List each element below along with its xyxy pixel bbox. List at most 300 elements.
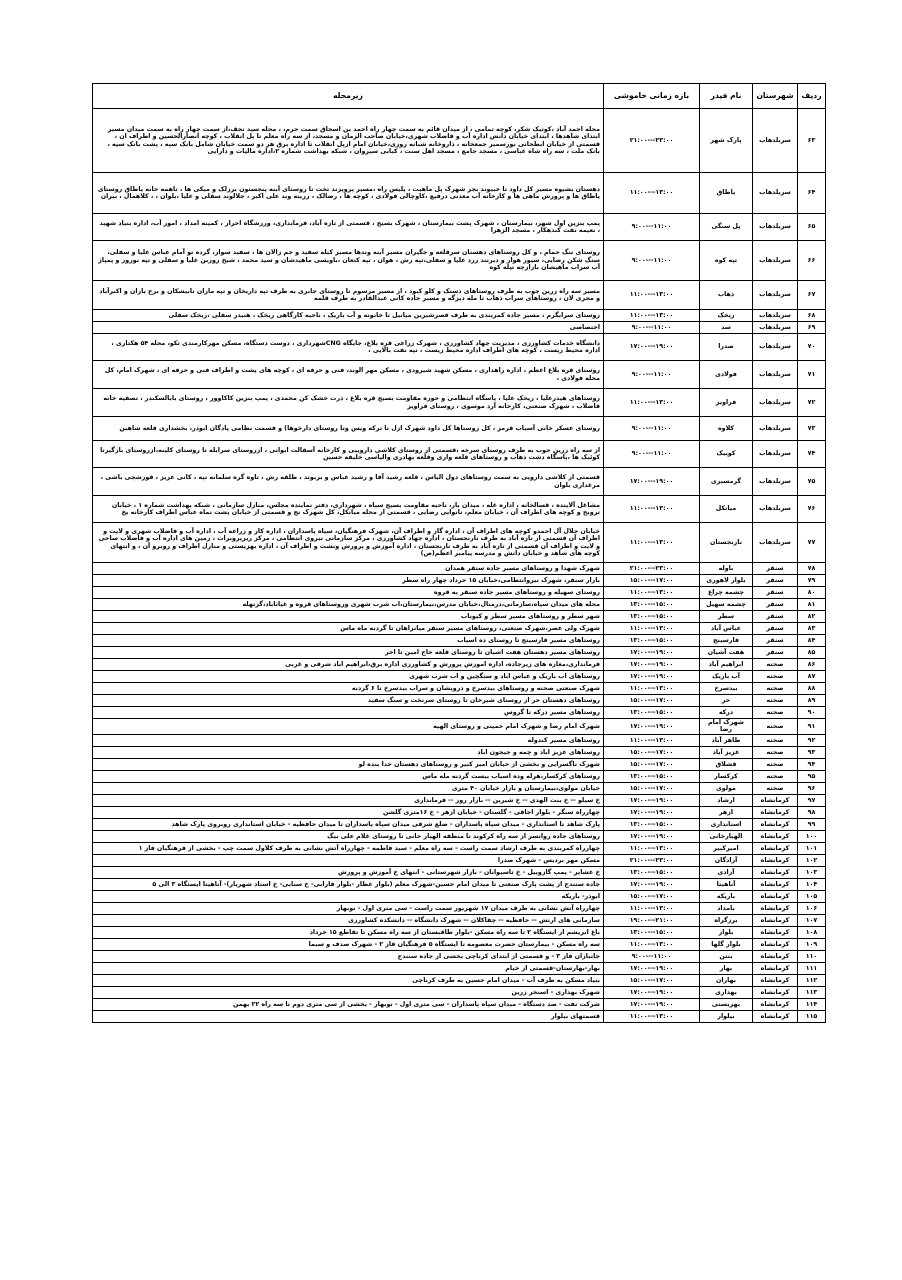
table-row xyxy=(93,842,826,854)
cell-city: صحنه xyxy=(753,770,798,782)
table-row xyxy=(93,926,826,938)
cell-feeder: سطر xyxy=(700,611,753,623)
cell-city: کرمانشاه xyxy=(753,950,798,962)
cell-time: ۹:۰۰---۱۱:۰۰ xyxy=(604,361,700,389)
cell-city: کرمانشاه xyxy=(753,818,798,830)
cell-city: سربلدهاب xyxy=(753,173,798,214)
cell-time: ۱۷:۰۰---۱۹:۰۰ xyxy=(604,830,700,842)
cell-feeder: بنتن xyxy=(700,950,753,962)
table-row xyxy=(93,334,826,361)
cell-radif: ۱۰۹ xyxy=(798,938,826,950)
cell-radif: ۸۵ xyxy=(798,647,826,659)
cell-city: صحنه xyxy=(753,734,798,746)
cell-feeder: پارک شهر xyxy=(700,109,753,173)
cell-time: ۱۱:۰۰---۱۳:۰۰ xyxy=(604,310,700,322)
cell-city: کرمانشاه xyxy=(753,806,798,818)
cell-time: ۱۷:۰۰---۱۹:۰۰ xyxy=(604,998,700,1010)
table-row xyxy=(93,806,826,818)
cell-time: ۱۵:۰۰---۱۷:۰۰ xyxy=(604,575,700,587)
cell-city: سربلدهاب xyxy=(753,281,798,310)
cell-city: صحنه xyxy=(753,671,798,683)
cell-radif: ۱۰۱ xyxy=(798,842,826,854)
cell-area: روستاهای دهستان حر از روستای شیرخان تا روستای سرنخت و سنگ سفید xyxy=(93,695,604,707)
cell-radif: ۱۰۶ xyxy=(798,902,826,914)
cell-area: قسمتی از کلاشی دارویی به سمت روستاهای دول الیاس ، قلعه رشید آقا و رشید عباس و بربوند ، طلقه رش ، تاوه گره سلمانه تپه ، کانی عزیز ، قورشچی باشی ، مرغداری بلوان xyxy=(93,468,604,496)
table-row xyxy=(93,441,826,468)
cell-time: ۱۳:۰۰---۱۵:۰۰ xyxy=(604,707,700,719)
table-row xyxy=(93,322,826,334)
cell-area: باغ ابریشم از ایستگاه ۲ تا سه راه مسکن -بلوار طاقبستان از سه راه مسکن تا تقاطع ۱۵ خرداد xyxy=(93,926,604,938)
cell-area: روستاهای هیدرعلیا ، ریخک علیا ، پاسگاه انتظامی و حوزه مقاومت بسیج قره بلاغ ، ذرت خشک کن محمدی ، پمپ بنزین کاکاوور ، روستای بابالسکندر ، تصفیه خانه فاضلاب ، شهرک صنعتی، کارخانه آرد موسوی ، روستای فراویز xyxy=(93,389,604,417)
cell-area: شرکت نفت - صد دستگاه - میدان سپاه پاسداران - سی متری اول - نوبهار - بخشی از سی متری دوم تا سه راه ۲۲ بهمن xyxy=(93,998,604,1010)
cell-time: ۱۷:۰۰---۱۹:۰۰ xyxy=(604,647,700,659)
cell-area: سازمانی های ارتش -- حافظیه -- چقاکلان -- شهرک دانشگاه -- دانشکده کشاورزی xyxy=(93,914,604,926)
table-row xyxy=(93,1010,826,1022)
table-row xyxy=(93,214,826,241)
cell-city: صحنه xyxy=(753,707,798,719)
cell-radif: ۸۲ xyxy=(798,611,826,623)
cell-feeder: کوییک xyxy=(700,441,753,468)
cell-feeder: چشمه چراغ xyxy=(700,587,753,599)
cell-feeder: یاطاق xyxy=(700,173,753,214)
cell-radif: ۶۹ xyxy=(798,322,826,334)
cell-area: چهارراه آتش نشانی به طرف میدان ۱۷ شهریور سمت راست - سی متری اول - نوبهار xyxy=(93,902,604,914)
cell-radif: ۱۱۴ xyxy=(798,998,826,1010)
cell-radif: ۹۷ xyxy=(798,794,826,806)
cell-city: سربلدهاب xyxy=(753,310,798,322)
cell-feeder: فولادی xyxy=(700,361,753,389)
cell-radif: ۱۱۱ xyxy=(798,962,826,974)
cell-feeder: شهرک امام رضا xyxy=(700,719,753,735)
cell-time: ۲۱:۰۰---۲۳:۰۰ xyxy=(604,854,700,866)
cell-area: خیابان جلال آل احمدو کوچه های اطراف آن ، اداره گاز و اطراف آن، شهرک فرهنگیان، سپاه پاسداران ، اداره کار و زراعه آب ، اداره آب و فاضلاب شهری و لایت و اطراف آن قسمتی از تازه آباد به طرف نارنجستان ، اداره جهاد کشاورزی ، مرکز سازمانی نیروی انتظامی ، مرکز ریرپروبرات ، زمین های اداره آب و فاضلاب ساحی و لایت و اطراف آن قسمتی از تازه آباد به طرف نارنجستان ، اداره آموزش و پرورش ونشت و اطراف آن ، اداره بهزیستی و منازل اطراف و روبرو آن ، و انتهای کوچه های شاهد و خیابان دانش و مدرسه پیامبر اعظم(ص) xyxy=(93,523,604,563)
cell-time: ۱۷:۰۰---۱۹:۰۰ xyxy=(604,671,700,683)
cell-radif: ۹۶ xyxy=(798,782,826,794)
cell-radif: ۷۹ xyxy=(798,575,826,587)
cell-city: کرمانشاه xyxy=(753,902,798,914)
table-row xyxy=(93,818,826,830)
cell-area: روستاهای مسیر فارسینج تا روستای ده اسیاب xyxy=(93,635,604,647)
cell-feeder: کرکسار xyxy=(700,770,753,782)
cell-radif: ۶۴ xyxy=(798,173,826,214)
cell-radif: ۹۸ xyxy=(798,806,826,818)
cell-area: خ سیلو -- خ بنت الهدی -- خ شیرین -- بازار روز -- فرمانداری xyxy=(93,794,604,806)
cell-city: سنقر xyxy=(753,599,798,611)
table-row xyxy=(93,173,826,214)
cell-time: ۱۵:۰۰---۱۷:۰۰ xyxy=(604,758,700,770)
cell-feeder: ازهر xyxy=(700,806,753,818)
table-row xyxy=(93,770,826,782)
cell-radif: ۶۷ xyxy=(798,281,826,310)
table-row xyxy=(93,914,826,926)
cell-area: خیابان مولوی،بیمارستان و بازار خیابان ۴۰ متری xyxy=(93,782,604,794)
cell-feeder: پل سنگی xyxy=(700,214,753,241)
header-feeder: نام فیدر xyxy=(700,84,753,109)
cell-area: روستاهای مسیر دهستان هفت اشیان تا روستای قلعه حاج امین تا اخر xyxy=(93,647,604,659)
cell-radif: ۶۳ xyxy=(798,109,826,173)
table-row xyxy=(93,563,826,575)
cell-area: روستای قره بلاغ اعظم ، اداره راهداری ، مسکن شهید شیرودی ، مسکن مهر الوند، فنی و حرفه ای ، کوچه های پشت و اطراف فنی و حرفه ای ، شهرک امام، کل محله فولادی ، xyxy=(93,361,604,389)
table-row xyxy=(93,623,826,635)
cell-time: ۱۷:۰۰---۱۹:۰۰ xyxy=(604,806,700,818)
cell-radif: ۱۰۲ xyxy=(798,854,826,866)
cell-time: ۱۷:۰۰---۱۹:۰۰ xyxy=(604,878,700,890)
cell-radif: ۱۱۰ xyxy=(798,950,826,962)
cell-feeder: آزادی xyxy=(700,866,753,878)
table-header-row xyxy=(93,84,826,109)
cell-city: سربلدهاب xyxy=(753,334,798,361)
cell-city: سنقر xyxy=(753,611,798,623)
table-row xyxy=(93,647,826,659)
cell-time: ۱۵:۰۰---۱۷:۰۰ xyxy=(604,695,700,707)
cell-area: محله احمد آباد ،کوثیک شکر، کوچه تمامی ، از میدان قائم به سمت چهار راه احمد بن اسحاق سمت حرم، ، محله سید نجف،از سمت چهار راه به سمت میدان مسیر ابتدای شاهدها ، ابتدای خیابان دانش اداره آب و فاضلاب شهری،خیابان صاحب الزمان و مسجد، از سه راه معلم تا پل انقلاب ، کوچه انصارالحسین و اطراف ان ، قسمتی از خیابان ابطحانی بورسمیر جمعخانه ، داروخانه شبانه روزی،خیابان امام ازپل انقلاب تا اداره برق هر دو سمت خیابان شامل بانک سپه ، پشت بانک سپه ، بانک ملت ، سه راه شاه عباسی ، مسجد جامع ، مسجد اهل سنت ، کبابی سیروان ، شبکه بهداشت شماره ۲،اداره مالیات و دارایی xyxy=(93,109,604,173)
cell-area: شهرک شهدا و روستاهای مسیر جاده سنقر همدان xyxy=(93,563,604,575)
cell-city: سربلدهاب xyxy=(753,389,798,417)
cell-area: خ عشایر - پمپ گازوییل - خ تاسیوانان - بازار شهرستانی - انتهای خ آموزش و پرورش xyxy=(93,866,604,878)
cell-feeder: بهداری xyxy=(700,986,753,998)
cell-area: روستای عسکر خانی آسیاب قرمز ، کل روستاها کل داود شهرک ازل تا ترکه ویس وتا روستای دارخوها) و قسمت نظامی پادگان ابوذر، بخشداری قلعه شاهین xyxy=(93,417,604,441)
cell-feeder: بهار xyxy=(700,962,753,974)
cell-feeder: میانکل xyxy=(700,496,753,523)
cell-city: کرمانشاه xyxy=(753,926,798,938)
cell-time: ۹:۰۰---۱۱:۰۰ xyxy=(604,950,700,962)
cell-area: روستاهای مسیر کندوله xyxy=(93,734,604,746)
cell-area: روستای سرابگرم ، مسیر جاده کمربندی به طرف قصرشیرین میانیل تا خانونه و آب باریک ، ناحیه کارگاهی ریخک ، هنیدر سفلی ،ریخک سفلی xyxy=(93,310,604,322)
cell-city: سربلدهاب xyxy=(753,496,798,523)
cell-feeder: بلوار لاهوری xyxy=(700,575,753,587)
cell-area: بهار-بهارستان-قسمتی از خیام xyxy=(93,962,604,974)
cell-city: صحنه xyxy=(753,746,798,758)
cell-radif: ۹۳ xyxy=(798,746,826,758)
cell-feeder: عباس آباد xyxy=(700,623,753,635)
cell-area: روستاهای عزیز اباد و چمه و جیجون اباد xyxy=(93,746,604,758)
cell-area: روستاهای اب باریک و عباس اباد و سنگچین و اب شرب شهری xyxy=(93,671,604,683)
table-row xyxy=(93,310,826,322)
table-row xyxy=(93,361,826,389)
cell-time: ۱۱:۰۰---۱۳:۰۰ xyxy=(604,523,700,563)
table-row xyxy=(93,986,826,998)
cell-time: ۱۷:۰۰---۱۹:۰۰ xyxy=(604,659,700,671)
cell-city: صحنه xyxy=(753,758,798,770)
table-row xyxy=(93,523,826,563)
cell-feeder: بهزیستی xyxy=(700,998,753,1010)
cell-feeder: بلوار xyxy=(700,926,753,938)
outage-table xyxy=(92,83,826,1023)
cell-time: ۱۵:۰۰---۱۷:۰۰ xyxy=(604,974,700,986)
cell-radif: ۸۳ xyxy=(798,623,826,635)
cell-feeder: باوله xyxy=(700,563,753,575)
cell-time: ۱۷:۰۰---۱۹:۰۰ xyxy=(604,334,700,361)
cell-time: ۱۱:۰۰---۱۳:۰۰ xyxy=(604,173,700,214)
cell-city: صحنه xyxy=(753,782,798,794)
table-row xyxy=(93,830,826,842)
cell-radif: ۱۰۷ xyxy=(798,914,826,926)
cell-time: ۹:۰۰---۱۱:۰۰ xyxy=(604,417,700,441)
cell-time: ۱۱:۰۰---۱۳:۰۰ xyxy=(604,842,700,854)
table-row xyxy=(93,734,826,746)
cell-city: صحنه xyxy=(753,719,798,735)
cell-radif: ۸۸ xyxy=(798,683,826,695)
cell-time: ۱۱:۰۰---۱۳:۰۰ xyxy=(604,1010,700,1022)
cell-radif: ۸۹ xyxy=(798,695,826,707)
cell-radif: ۸۷ xyxy=(798,671,826,683)
table-row xyxy=(93,417,826,441)
cell-city: سنقر xyxy=(753,647,798,659)
cell-time: ۱۷:۰۰---۱۹:۰۰ xyxy=(604,719,700,735)
cell-area: شهرک صنعتی صحنه و روستاهای بیدسرخ و درویشان و سراب بیدسرخ تا ۶ گردنه xyxy=(93,683,604,695)
cell-area: مسکن مهر بردیس - شهرک صدرا xyxy=(93,854,604,866)
cell-area: دانشگاه خدمات کشاورزی ، مدیریت جهاد کشاورزی ، شهرک زراعی قره بلاغ، جایگاه CNGشهرداری ، دوست دستگاه، مسکن مهرکارمندی تکو، محله ۵۴ هکتاری ، اداره محیط زیست ، کوچه های اطراف اداره محیط زیست ، تپه نفت بالایی ، xyxy=(93,334,604,361)
cell-radif: ۷۵ xyxy=(798,468,826,496)
cell-feeder: آزادگان xyxy=(700,854,753,866)
table-row xyxy=(93,938,826,950)
cell-time: ۱۱:۰۰---۱۳:۰۰ xyxy=(604,734,700,746)
cell-time: ۹:۰۰---۱۱:۰۰ xyxy=(604,441,700,468)
cell-feeder: کلاوه xyxy=(700,417,753,441)
cell-feeder: برزگراه xyxy=(700,914,753,926)
cell-city: سنقر xyxy=(753,563,798,575)
table-row xyxy=(93,890,826,902)
cell-city: سربلدهاب xyxy=(753,109,798,173)
cell-city: سنقر xyxy=(753,635,798,647)
cell-area: دهستان بشیوه مسیر کل داود تا حبیوند بجز شهرک پل ماهیت ، پلیس راه ،مسیر پرویزند تخت تا روستای آبنه پنجستون برزلک و میکی ها ، تاهمه خانه یاطاق روستای یاطاق ها و پرورش ماهی ها و کارخانه آب معدنی درفیع ،کاوچالی فولادی ، کوچه ها ، رضالک ، زرینه وند علی اکبر ، جلالوند سفلی و علیا ،بلوان ، ، کلاهمال ، بیران xyxy=(93,173,604,214)
cell-time: ۱۳:۰۰---۱۵:۰۰ xyxy=(604,635,700,647)
cell-radif: ۹۴ xyxy=(798,758,826,770)
cell-radif: ۷۲ xyxy=(798,389,826,417)
table-row xyxy=(93,782,826,794)
cell-time: ۱۷:۰۰---۱۹:۰۰ xyxy=(604,794,700,806)
table-row xyxy=(93,758,826,770)
cell-feeder: قشلاق xyxy=(700,758,753,770)
cell-radif: ۶۵ xyxy=(798,214,826,241)
cell-area: شهر سطر و روستاهای مسیر سطر و کیوناب xyxy=(93,611,604,623)
cell-radif: ۹۱ xyxy=(798,719,826,735)
cell-area: سه راه مسکن - بیمارستان حضرت معصومه تا ایستگاه ۵ فرهنگیان فاز ۲ - شهرک صدف و سیما xyxy=(93,938,604,950)
cell-time: ۱۱:۰۰---۱۳:۰۰ xyxy=(604,281,700,310)
cell-city: سنقر xyxy=(753,623,798,635)
table-row xyxy=(93,635,826,647)
cell-radif: ۶۸ xyxy=(798,310,826,322)
cell-feeder: سد xyxy=(700,322,753,334)
cell-feeder: بهاران xyxy=(700,974,753,986)
cell-radif: ۱۰۰ xyxy=(798,830,826,842)
cell-city: کرمانشاه xyxy=(753,1010,798,1022)
cell-radif: ۱۰۴ xyxy=(798,878,826,890)
cell-feeder: امیرکبیر xyxy=(700,842,753,854)
cell-time: ۱۹:۰۰---۲۱:۰۰ xyxy=(604,914,700,926)
cell-radif: ۸۶ xyxy=(798,659,826,671)
cell-feeder: تپه کوه xyxy=(700,241,753,281)
header-city: شهرستان xyxy=(753,84,798,109)
header-radif: ردیف xyxy=(798,84,826,109)
cell-feeder: باریکه xyxy=(700,890,753,902)
table-row xyxy=(93,902,826,914)
cell-radif: ۱۱۲ xyxy=(798,974,826,986)
cell-time: ۱۳:۰۰---۱۵:۰۰ xyxy=(604,611,700,623)
cell-radif: ۱۰۸ xyxy=(798,926,826,938)
cell-city: سنقر xyxy=(753,587,798,599)
cell-city: کرمانشاه xyxy=(753,866,798,878)
cell-city: کرمانشاه xyxy=(753,998,798,1010)
cell-city: سربلدهاب xyxy=(753,361,798,389)
cell-feeder: بلوار گلها xyxy=(700,938,753,950)
cell-feeder: آب باریک xyxy=(700,671,753,683)
cell-area: ابوذر- باریکه xyxy=(93,890,604,902)
cell-area: جانبازان فاز ۳ - و قسمتی از ابتدای کرناچی بخشی از جاده سنندج xyxy=(93,950,604,962)
table-row xyxy=(93,854,826,866)
cell-feeder: هفت آشیان xyxy=(700,647,753,659)
table-row xyxy=(93,599,826,611)
cell-time: ۱۳:۰۰---۱۵:۰۰ xyxy=(604,926,700,938)
cell-time: ۲۱:۰۰---۲۳:۰۰ xyxy=(604,563,700,575)
cell-radif: ۷۷ xyxy=(798,523,826,563)
cell-city: کرمانشاه xyxy=(753,986,798,998)
table-body xyxy=(93,109,826,1023)
cell-time: ۱۱:۰۰---۱۳:۰۰ xyxy=(604,587,700,599)
cell-radif: ۷۱ xyxy=(798,361,826,389)
cell-time: ۱۱:۰۰---۱۳:۰۰ xyxy=(604,938,700,950)
cell-area: روستای سهیله و روستاهای مسیر جاده سنقر به قروه xyxy=(93,587,604,599)
cell-feeder: بامداد xyxy=(700,902,753,914)
cell-feeder: فراویز xyxy=(700,389,753,417)
table-row xyxy=(93,746,826,758)
cell-area: اختصاصی xyxy=(93,322,604,334)
cell-feeder: ابراهیم آباد xyxy=(700,659,753,671)
table-row xyxy=(93,950,826,962)
table-row xyxy=(93,575,826,587)
cell-radif: ۷۸ xyxy=(798,563,826,575)
cell-time: ۱۱:۰۰---۱۳:۰۰ xyxy=(604,389,700,417)
cell-city: صحنه xyxy=(753,695,798,707)
cell-city: کرمانشاه xyxy=(753,974,798,986)
cell-time: ۱۵:۰۰---۱۷:۰۰ xyxy=(604,890,700,902)
table-row xyxy=(93,587,826,599)
cell-time: ۱۱:۰۰---۱۳:۰۰ xyxy=(604,496,700,523)
cell-city: کرمانشاه xyxy=(753,914,798,926)
header-time: بازه زمانی خاموشی xyxy=(604,84,700,109)
table-row xyxy=(93,109,826,173)
cell-radif: ۸۰ xyxy=(798,587,826,599)
cell-city: سربلدهاب xyxy=(753,441,798,468)
cell-feeder: ریخک xyxy=(700,310,753,322)
cell-feeder: ارشاد xyxy=(700,794,753,806)
cell-city: سربلدهاب xyxy=(753,417,798,441)
cell-city: کرمانشاه xyxy=(753,842,798,854)
outage-schedule-sheet xyxy=(92,83,825,1023)
cell-area: بنیاد مسکن به طرف آب - میدان امام حسین به طرف کرناچی xyxy=(93,974,604,986)
cell-feeder: فارسینج xyxy=(700,635,753,647)
table-row xyxy=(93,241,826,281)
cell-feeder: طاهر آباد xyxy=(700,734,753,746)
cell-time: ۱۳:۰۰---۱۵:۰۰ xyxy=(604,866,700,878)
cell-area: قسمتهای بیلوار xyxy=(93,1010,604,1022)
table-row xyxy=(93,671,826,683)
cell-area: روستاهای کرکسار،هرله وده اسیاب بیست گردنه مله ماس xyxy=(93,770,604,782)
table-row xyxy=(93,389,826,417)
cell-area: روستای تنگ حمام ، و کل روستاهای دهستان سرقلعه و جگیران مسیر آبنه وندها مسیر کیله سفید و جم زالان ها ، سفید سوار، گرده تو آمام عباس علیا و سفلی، سنگ شکن رضایی، سیور هوار و دیرنند زرد علیا و سفلی،تپه رش ، هوان ، تپه کنعان ،باویسی ماهیدشان و سید محمد ، شیخ روزبن علیا و سفلی و تپه نوروز و پمپاژ آب سراب ماهیشان بازارچه تپله کوه xyxy=(93,241,604,281)
cell-radif: ۷۶ xyxy=(798,496,826,523)
cell-radif: ۷۴ xyxy=(798,441,826,468)
cell-time: ۱۳:۰۰---۱۵:۰۰ xyxy=(604,599,700,611)
cell-feeder: بیلوار xyxy=(700,1010,753,1022)
cell-radif: ۹۰ xyxy=(798,707,826,719)
cell-radif: ۸۱ xyxy=(798,599,826,611)
cell-time: ۱۱:۰۰---۱۳:۰۰ xyxy=(604,683,700,695)
cell-city: کرمانشاه xyxy=(753,962,798,974)
cell-city: کرمانشاه xyxy=(753,794,798,806)
cell-feeder: چشمه سهیل xyxy=(700,599,753,611)
cell-radif: ۹۹ xyxy=(798,818,826,830)
table-row xyxy=(93,974,826,986)
table-row xyxy=(93,496,826,523)
table-row xyxy=(93,659,826,671)
cell-area: روستاهای مسیر درکه تا گروس xyxy=(93,707,604,719)
cell-city: کرمانشاه xyxy=(753,854,798,866)
table-row xyxy=(93,707,826,719)
cell-feeder: حر xyxy=(700,695,753,707)
table-row xyxy=(93,962,826,974)
cell-time: ۱۷:۰۰---۱۹:۰۰ xyxy=(604,468,700,496)
cell-feeder: صدرا xyxy=(700,334,753,361)
cell-time: ۱۵:۰۰---۱۷:۰۰ xyxy=(604,782,700,794)
cell-feeder: گرمسیری xyxy=(700,468,753,496)
cell-feeder: بیدسرخ xyxy=(700,683,753,695)
cell-radif: ۱۱۳ xyxy=(798,986,826,998)
cell-time: ۱۳:۰۰---۱۵:۰۰ xyxy=(604,770,700,782)
cell-area: جاده سنندج از پشت پارک صنعتی تا میدان امام حسین-شهرک معلم (بلوار عطار -بلوار فارابی- خ سنایی- خ استاد شهریار)- آناهیتا ایستگاه ۳ الی ۵ xyxy=(93,878,604,890)
cell-time: ۹:۰۰---۱۱:۰۰ xyxy=(604,241,700,281)
cell-radif: ۱۰۵ xyxy=(798,890,826,902)
table-row xyxy=(93,719,826,735)
table-row xyxy=(93,281,826,310)
cell-radif: ۱۰۳ xyxy=(798,866,826,878)
cell-radif: ۱۱۵ xyxy=(798,1010,826,1022)
cell-feeder: نارنجستان xyxy=(700,523,753,563)
cell-time: ۲۱:۰۰---۲۳:۰۰ xyxy=(604,109,700,173)
cell-area: مسیر سه راه زرین جوب به طرف روستاهای دستک و کلو کبود ، از مسیر مرسوم تا روستای جابری به طرف تپه داریخان و تپه ماران تابیشکان و برج باران و اکبرآباد و مجری لان ، روستاهای سراب ذهاب تا مله دیزگه و مسیر جاده کانی عبدالقادر به طرف قلمه xyxy=(93,281,604,310)
cell-area: شهرک ولی عصر،شهرک صنعتی، روستاهای مسیر سنقر میانراهان تا گردنه ماه ماس xyxy=(93,623,604,635)
cell-area: پارک شاهد تا استانداری - میدان سپاه پاسداران - ضلع شرقی میدان سپاه پاسداران تا میدان حافظیه - خیابان استانداری روبروی پارک شاهد xyxy=(93,818,604,830)
cell-area: از سه راه زرین جوب به طرف روستای سرخه ،قسمتی از روستای کلاشی داروییی و کارخانه آسفالت ابوانی ، ازروستای سرابله تا روستای کلینه،ازروستای بازگیرتا کوئیک ها ،پاسگاه دشت ذهاب و روستاهای قلعه واری وقلعه بهادری والیاسی خلیفه حسین xyxy=(93,441,604,468)
cell-area: مشاغل آلاینده ، قسالخانه ، اداره غله ، میدان بار، ناحیه مقاومت بسیج سپاه ، شهرداری، دفتر نماینده مجلس، منازل سازمانی ، شبکه بهداشت شماره ۱ ، خیابان تروبخ و کوچه های اطراف آن ، خیابان معلم، نانوایی رضایی ، قسمتی از محله میانکل، کل شهرک نج و قسمتی از خیابان پشت نماه عباس اطراف کارخانه یخ xyxy=(93,496,604,523)
table-row xyxy=(93,611,826,623)
table-row xyxy=(93,866,826,878)
cell-time: ۱۷:۰۰---۱۹:۰۰ xyxy=(604,962,700,974)
cell-city: سنقر xyxy=(753,575,798,587)
cell-feeder: الهیارخانی xyxy=(700,830,753,842)
cell-city: سربلدهاب xyxy=(753,468,798,496)
cell-city: کرمانشاه xyxy=(753,890,798,902)
table-row xyxy=(93,794,826,806)
cell-area: پمپ بنزین اول شهر، بیمارستان ، شهرک پشت بیمارستان ، شهرک بسیج ، قسمتی از تازه آباد، فرمانداری، ورزشگاه احرار ، کمینه امداد ، امور آب، اداره بنیاد شهید ، نعیمه نفت کندهکار ، مسجد الزهرا xyxy=(93,214,604,241)
cell-area: بازار سنقر، شهرک نیروانتظامی،خیابان ۱۵ خرداد چهار راه سطر xyxy=(93,575,604,587)
cell-city: کرمانشاه xyxy=(753,830,798,842)
cell-radif: ۶۶ xyxy=(798,241,826,281)
cell-time: ۹:۰۰---۱۱:۰۰ xyxy=(604,322,700,334)
cell-time: ۱۷:۰۰---۱۹:۰۰ xyxy=(604,986,700,998)
cell-feeder: مولوی xyxy=(700,782,753,794)
cell-area: محله های میدان سپاه،سازمانی،درمنال،خیابان مدرس،بیمارستان،اب شرب شهری وروستاهای قروه و غیاثاباد،گزنهله xyxy=(93,599,604,611)
header-area: زیرمحله xyxy=(93,84,604,109)
cell-feeder: استانداری xyxy=(700,818,753,830)
table-row xyxy=(93,683,826,695)
cell-time: ۱۱:۰۰---۱۳:۰۰ xyxy=(604,623,700,635)
cell-time: ۱۳:۰۰---۱۵:۰۰ xyxy=(604,818,700,830)
cell-feeder: آناهیتا xyxy=(700,878,753,890)
cell-time: ۱۵:۰۰---۱۷:۰۰ xyxy=(604,746,700,758)
cell-feeder: درکه xyxy=(700,707,753,719)
table-row xyxy=(93,695,826,707)
